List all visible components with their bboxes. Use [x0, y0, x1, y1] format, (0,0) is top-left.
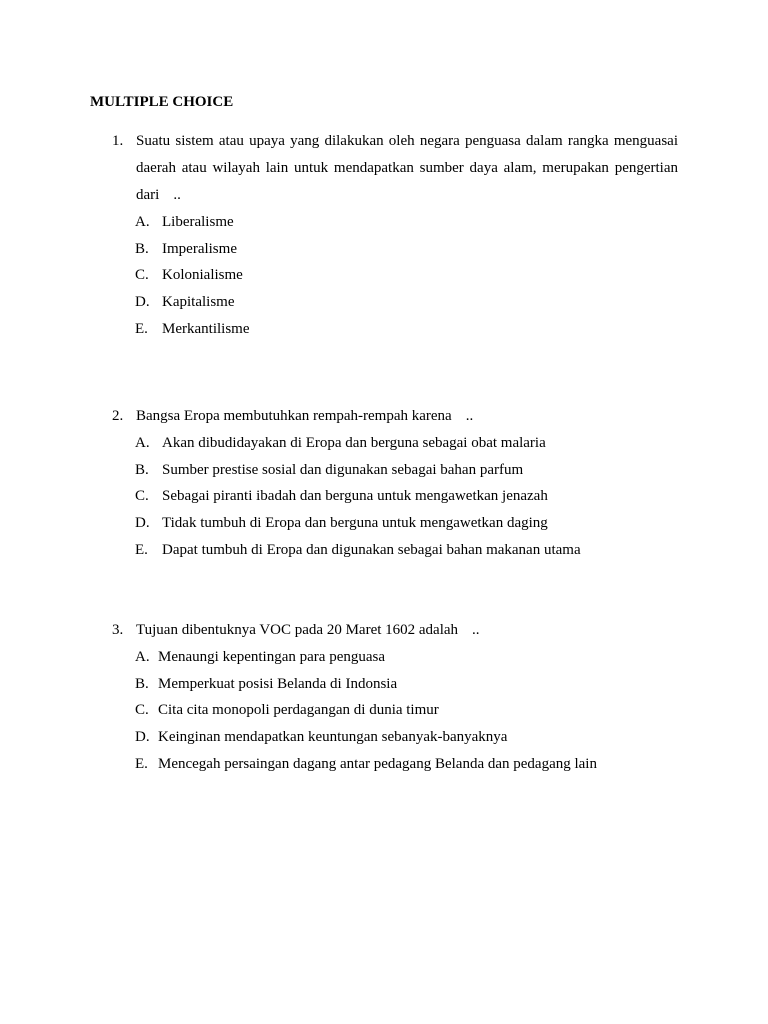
option-text: Keinginan mendapatkan keuntungan sebanyak-banyaknya — [158, 729, 508, 746]
option-a[interactable] — [135, 644, 678, 671]
option-a[interactable] — [135, 209, 678, 236]
option-letter: B. — [135, 461, 149, 478]
option-list — [135, 209, 678, 342]
question-ellipsis: .. — [173, 187, 181, 203]
question-number: 2. — [112, 408, 124, 424]
question-number: 1. — [112, 133, 124, 149]
option-text: Mencegah persaingan dagang antar pedagang Belanda dan pedagang lain — [158, 755, 597, 772]
option-d[interactable] — [135, 510, 678, 537]
option-text: Tidak tumbuh di Eropa dan berguna untuk mengawetkan daging — [162, 515, 548, 532]
option-letter: D. — [135, 294, 150, 311]
option-b[interactable] — [135, 236, 678, 263]
option-letter: E. — [135, 541, 148, 558]
option-letter: A. — [135, 214, 150, 230]
option-text: Kolonialisme — [162, 267, 243, 284]
option-text: Sumber prestise sosial dan digunakan sebagai bahan parfum — [162, 461, 524, 478]
option-text: Kapitalisme — [162, 294, 235, 311]
question-text: Tujuan dibentuknya VOC pada 20 Maret 1602 adalah .. — [136, 622, 480, 638]
option-letter: E. — [135, 320, 148, 337]
option-b[interactable] — [135, 457, 678, 484]
option-list — [135, 644, 678, 777]
question-ellipsis: .. — [465, 408, 474, 424]
option-letter: C. — [135, 488, 149, 505]
option-text: Imperalisme — [162, 240, 237, 257]
question-text: Suatu sistem atau upaya yang dilakukan oleh negara penguasa dalam rangka menguasai daerah atau wilayah lain untuk mendapatkan sumber daya alam, merupakan pengertian dari .. — [136, 133, 678, 203]
option-text: Memperkuat posisi Belanda di Indonsia — [158, 675, 398, 692]
option-d[interactable] — [135, 289, 678, 316]
question-2 — [112, 403, 678, 578]
option-letter: C. — [135, 702, 149, 719]
option-text: Akan dibudidayakan di Eropa dan berguna sebagai obat malaria — [162, 435, 546, 451]
question-1 — [112, 128, 678, 357]
question-ellipsis: .. — [472, 622, 480, 638]
option-letter: C. — [135, 267, 149, 284]
option-text: Sebagai piranti ibadah dan berguna untuk mengawetkan jenazah — [162, 488, 548, 505]
option-e[interactable] — [135, 537, 678, 564]
option-letter: B. — [135, 675, 149, 692]
option-c[interactable] — [135, 697, 678, 724]
option-list — [135, 430, 678, 563]
question-text: Bangsa Eropa membutuhkan rempah-rempah karena .. — [136, 408, 474, 424]
option-letter: D. — [135, 515, 150, 532]
option-text: Merkantilisme — [162, 320, 250, 337]
option-text: Dapat tumbuh di Eropa dan digunakan sebagai bahan makanan utama — [162, 541, 581, 558]
option-letter: A. — [135, 435, 150, 451]
option-letter: D. — [135, 729, 150, 746]
question-number: 3. — [112, 622, 124, 638]
option-c[interactable] — [135, 483, 678, 510]
question-3 — [112, 617, 678, 792]
option-letter: A. — [135, 649, 150, 665]
option-text: Liberalisme — [162, 214, 234, 230]
option-letter: B. — [135, 240, 149, 257]
option-b[interactable] — [135, 671, 678, 698]
option-d[interactable] — [135, 724, 678, 751]
option-c[interactable] — [135, 262, 678, 289]
option-text: Menaungi kepentingan para penguasa — [158, 649, 385, 665]
option-e[interactable] — [135, 316, 678, 343]
option-e[interactable] — [135, 751, 678, 778]
page-title: MULTIPLE CHOICE — [90, 94, 234, 110]
option-a[interactable] — [135, 430, 678, 457]
option-letter: E. — [135, 755, 148, 772]
option-text: Cita cita monopoli perdagangan di dunia timur — [158, 702, 439, 719]
